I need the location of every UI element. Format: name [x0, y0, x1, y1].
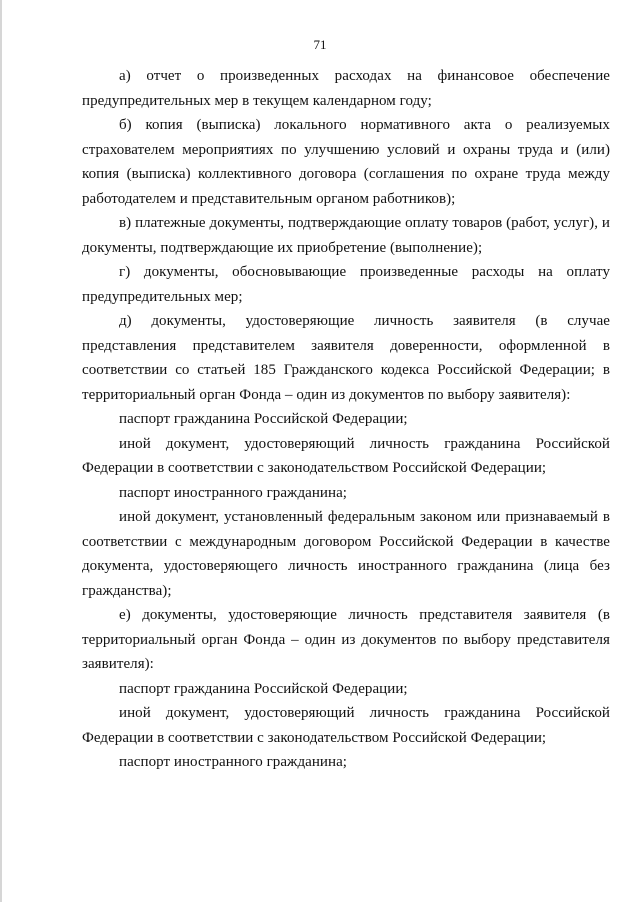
list-item-foreign-passport-2: паспорт иностранного гражданина; — [119, 754, 348, 770]
list-item-other-id-rf-2: иной документ, удостоверяющий личность гражданина Российской Федерации в соответствии с законодательством Российской Федерации; — [82, 705, 610, 746]
paragraph-b: б) копия (выписка) локального нормативного акта о реализуемых страхователем мероприятиях по улучшению условий и охраны труда и (или) копия (выписка) коллективного договора (соглашения по охране труда между работодателем и представительным органом работников); — [82, 117, 610, 207]
list-item-passport-rf-2: паспорт гражданина Российской Федерации; — [119, 680, 408, 697]
scan-edge — [0, 0, 2, 902]
list-item-other-foreign-id: иной документ, установленный федеральным законом или признаваемый в соответствии с международным договором Российской Федерации в качестве документа, удостоверяющего личность иностранного гражданина (лица без гражданства); — [82, 509, 610, 599]
paragraph-d: г) документы, обосновывающие произведенные расходы на оплату предупредительных мер; — [82, 264, 610, 305]
paragraph-f: е) документы, удостоверяющие личность представителя заявителя (в территориальный орган Фонда – один из документов по выбору представителя заявителя): — [82, 607, 610, 672]
list-item-other-id-rf-1: иной документ, удостоверяющий личность гражданина Российской Федерации в соответствии с законодательством Российской Федерации; — [82, 435, 610, 476]
list-item-foreign-passport-1: паспорт иностранного гражданина; — [119, 484, 348, 501]
paragraph-a: а) отчет о произведенных расходах на финансовое обеспечение предупредительных мер в текущем календарном году; — [82, 68, 610, 109]
list-item-passport-rf-1: паспорт гражданина Российской Федерации; — [119, 411, 408, 427]
paragraph-e: д) документы, удостоверяющие личность заявителя (в случае представления представителем заявителя доверенности, оформленной в соответствии со статьей 185 Гражданского кодекса Российской Федерации; в территориальный орган Фонда – один из документов по выбору заявителя): — [82, 313, 610, 403]
paragraph-c: в) платежные документы, подтверждающие оплату товаров (работ, услуг), и документы, подтверждающие их приобретение (выполнение); — [82, 215, 610, 256]
document-body — [82, 64, 610, 775]
page-number: 71 — [313, 37, 327, 52]
